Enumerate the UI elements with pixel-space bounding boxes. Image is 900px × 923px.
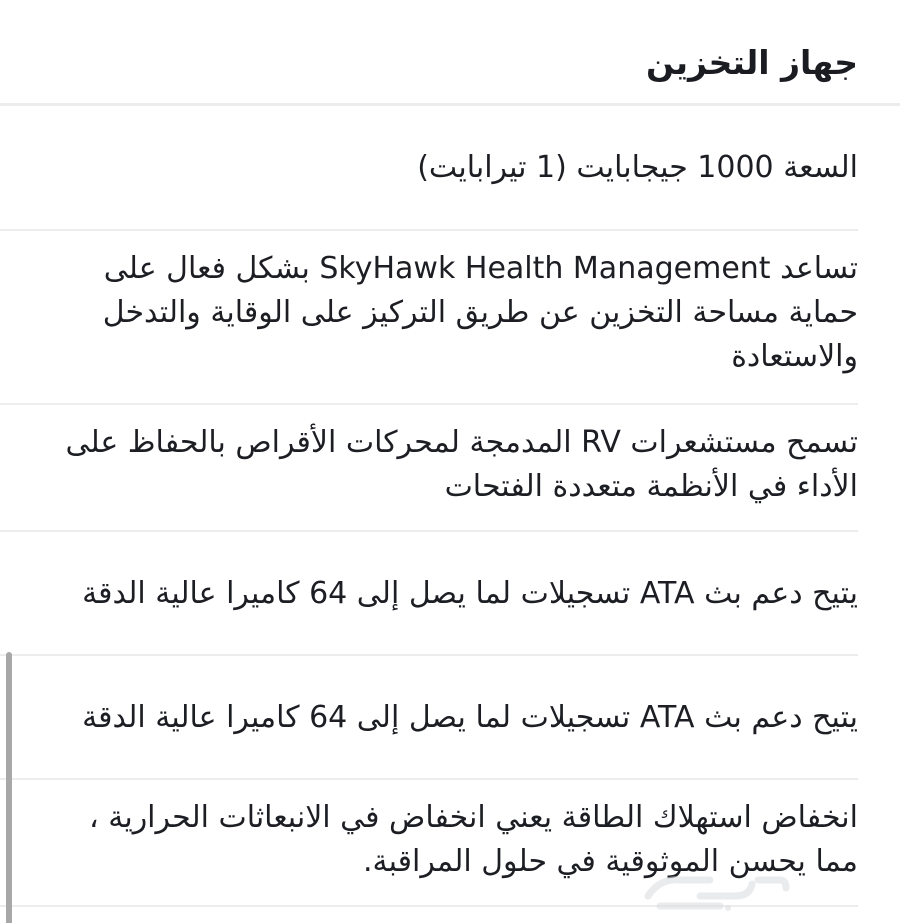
spec-row-ata-streaming-duplicate [0, 656, 858, 780]
spec-text: انخفاض استهلاك الطاقة يعني انخفاض في الانبعاثات الحرارية ، مما يحسن الموثوقية في حلول المراقبة. [89, 800, 858, 879]
spec-text: السعة 1000 جيجابايت (1 تيرابايت) [417, 150, 858, 185]
spec-text: يتيح دعم بث ATA تسجيلات لما يصل إلى 64 كاميرا عالية الدقة [82, 576, 858, 611]
spec-row-rv-sensors [0, 405, 858, 532]
spec-text: تساعد SkyHawk Health Management بشكل فعال على حماية مساحة التخزين عن طريق التركيز على الوقاية والتدخل والاستعادة [102, 251, 858, 374]
spec-row-capacity [0, 106, 858, 231]
spec-text: يتيح دعم بث ATA تسجيلات لما يصل إلى 64 كاميرا عالية الدقة [82, 700, 858, 735]
spec-row-health-management [0, 231, 858, 405]
vertical-scrollbar[interactable] [6, 652, 12, 923]
spec-text: تسمح مستشعرات RV المدمجة لمحركات الأقراص بالحفاظ على الأداء في الأنظمة متعددة الفتحات [65, 425, 858, 504]
section-header [0, 0, 900, 106]
section-title: جهاز التخزين [645, 43, 858, 82]
haraj-logo-watermark-icon [640, 866, 790, 912]
spec-row-ata-streaming [0, 532, 858, 656]
